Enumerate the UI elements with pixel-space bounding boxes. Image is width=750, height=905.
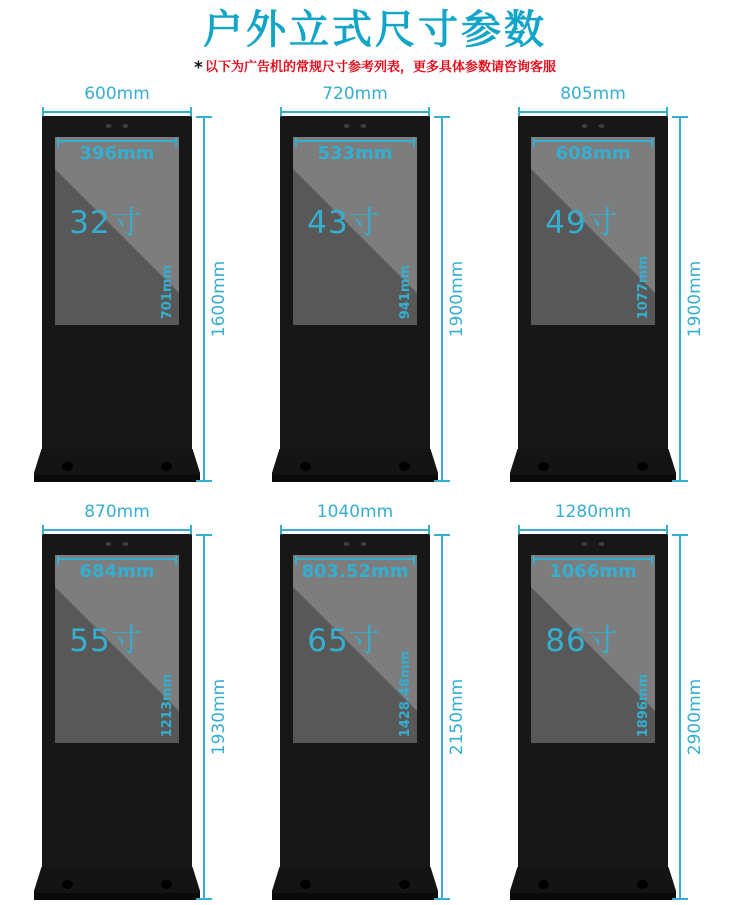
dimension-line-horizontal	[533, 140, 653, 142]
dimension-line-vertical	[441, 116, 443, 482]
kiosk-screen	[531, 137, 655, 325]
dimension-line-horizontal	[42, 111, 192, 113]
overall-height-dimension	[434, 534, 470, 900]
overall-width-label: 600mm	[84, 84, 150, 104]
sensor-dots	[582, 124, 605, 128]
kiosk-card	[256, 504, 494, 900]
overall-height-dimension	[672, 534, 708, 900]
kiosk-body	[518, 534, 668, 867]
kiosk-base	[510, 867, 676, 900]
overall-width-label: 720mm	[322, 84, 388, 104]
sensor-dots	[106, 124, 129, 128]
screen-width-label: 608mm	[555, 143, 631, 164]
sensor-dot	[344, 124, 350, 128]
screen-width-dimension	[57, 140, 177, 164]
kiosk-body	[280, 534, 430, 867]
dimension-line-vertical	[679, 534, 681, 900]
screw-hole	[538, 880, 549, 889]
kiosk-screen	[55, 555, 179, 743]
overall-width-dimension	[42, 504, 192, 534]
overall-height-label: 1600mm	[209, 260, 229, 338]
screw-hole	[637, 462, 648, 471]
dimension-line-vertical	[203, 534, 205, 900]
screen-width-dimension	[295, 140, 415, 164]
sensor-dot	[599, 124, 605, 128]
overall-height-dimension	[672, 116, 708, 482]
sensor-dot	[106, 542, 112, 546]
sensor-dot	[123, 124, 129, 128]
dimension-line-vertical	[679, 116, 681, 482]
kiosk-screen	[293, 555, 417, 743]
screw-hole	[161, 880, 172, 889]
overall-height-label: 1930mm	[209, 678, 229, 756]
dimension-line-horizontal	[280, 111, 430, 113]
sensor-dot	[582, 542, 588, 546]
screen-width-dimension	[533, 140, 653, 164]
kiosk-screen	[55, 137, 179, 325]
kiosk-card	[494, 86, 732, 482]
dimension-line-horizontal	[518, 111, 668, 113]
overall-width-label: 870mm	[84, 502, 150, 522]
overall-width-label: 805mm	[560, 84, 626, 104]
kiosk-body	[42, 116, 192, 449]
kiosk-grid	[0, 78, 750, 900]
kiosk-card	[18, 86, 256, 482]
sensor-dot	[106, 124, 112, 128]
dimension-line-horizontal	[295, 558, 415, 560]
screw-hole	[300, 462, 311, 471]
screen-size-label: 43寸	[307, 205, 381, 241]
overall-height-label: 2900mm	[685, 678, 705, 756]
sensor-dots	[344, 124, 367, 128]
screen-height-label: 1213mm	[160, 673, 175, 737]
sensor-dot	[344, 542, 350, 546]
sensor-dots	[582, 542, 605, 546]
kiosk-figure	[42, 116, 192, 482]
screen-width-label: 684mm	[79, 561, 155, 582]
sensor-dot	[599, 542, 605, 546]
screen-height-label: 701mm	[160, 264, 175, 319]
kiosk-base	[510, 449, 676, 482]
overall-width-dimension	[518, 504, 668, 534]
screen-width-label: 803.52mm	[301, 561, 409, 582]
screen-size-label: 65寸	[307, 623, 381, 659]
screen-size-label: 55寸	[69, 623, 143, 659]
dimension-line-horizontal	[295, 140, 415, 142]
dimension-line-vertical	[203, 116, 205, 482]
disclaimer-text: 以下为广告机的常规尺寸参考列表，更多具体参数请咨询客服	[204, 60, 556, 75]
dimension-line-horizontal	[42, 529, 192, 531]
kiosk-body	[280, 116, 430, 449]
sensor-dot	[123, 542, 129, 546]
dimension-line-horizontal	[57, 140, 177, 142]
screen-width-dimension	[295, 558, 415, 582]
asterisk-mark: *	[194, 58, 203, 78]
screen-size-label: 32寸	[69, 205, 143, 241]
kiosk-base	[272, 449, 438, 482]
kiosk-base	[34, 867, 200, 900]
screen-width-dimension	[57, 558, 177, 582]
overall-height-label: 1900mm	[447, 260, 467, 338]
screw-hole	[399, 462, 410, 471]
overall-width-label: 1280mm	[554, 502, 632, 522]
kiosk-figure	[280, 116, 430, 482]
screen-height-label: 1428.48mm	[398, 650, 413, 737]
kiosk-screen	[531, 555, 655, 743]
sensor-dots	[106, 542, 129, 546]
kiosk-body	[42, 534, 192, 867]
kiosk-screen	[293, 137, 417, 325]
screw-hole	[62, 880, 73, 889]
screw-hole	[399, 880, 410, 889]
screw-hole	[637, 880, 648, 889]
overall-height-dimension	[196, 534, 232, 900]
overall-width-label: 1040mm	[316, 502, 394, 522]
screen-width-label: 1066mm	[549, 561, 637, 582]
kiosk-base	[34, 449, 200, 482]
sensor-dot	[361, 542, 367, 546]
overall-width-dimension	[280, 86, 430, 116]
screen-width-dimension	[533, 558, 653, 582]
kiosk-figure	[518, 116, 668, 482]
screen-size-label: 86寸	[545, 623, 619, 659]
overall-width-dimension	[518, 86, 668, 116]
screen-height-label: 1077mm	[636, 255, 651, 319]
sensor-dots	[344, 542, 367, 546]
screw-hole	[161, 462, 172, 471]
kiosk-card	[494, 504, 732, 900]
overall-height-label: 1900mm	[685, 260, 705, 338]
kiosk-figure	[42, 534, 192, 900]
screen-width-label: 533mm	[317, 143, 393, 164]
overall-width-dimension	[42, 86, 192, 116]
screw-hole	[300, 880, 311, 889]
screen-height-label: 1896mm	[636, 673, 651, 737]
kiosk-figure	[518, 534, 668, 900]
page-title: 户外立式尺寸参数	[203, 7, 547, 53]
dimension-line-horizontal	[57, 558, 177, 560]
kiosk-base	[272, 867, 438, 900]
kiosk-card	[18, 504, 256, 900]
screen-size-label: 49寸	[545, 205, 619, 241]
sensor-dot	[582, 124, 588, 128]
dimension-line-horizontal	[533, 558, 653, 560]
sensor-dot	[361, 124, 367, 128]
screen-height-label: 941mm	[398, 264, 413, 319]
overall-height-dimension	[196, 116, 232, 482]
page-header	[0, 0, 750, 78]
disclaimer-note	[0, 56, 750, 78]
dimension-line-horizontal	[518, 529, 668, 531]
overall-width-dimension	[280, 504, 430, 534]
overall-height-label: 2150mm	[447, 678, 467, 756]
screw-hole	[62, 462, 73, 471]
kiosk-figure	[280, 534, 430, 900]
screen-width-label: 396mm	[79, 143, 155, 164]
dimension-line-horizontal	[280, 529, 430, 531]
dimension-line-vertical	[441, 534, 443, 900]
screw-hole	[538, 462, 549, 471]
kiosk-card	[256, 86, 494, 482]
overall-height-dimension	[434, 116, 470, 482]
kiosk-body	[518, 116, 668, 449]
